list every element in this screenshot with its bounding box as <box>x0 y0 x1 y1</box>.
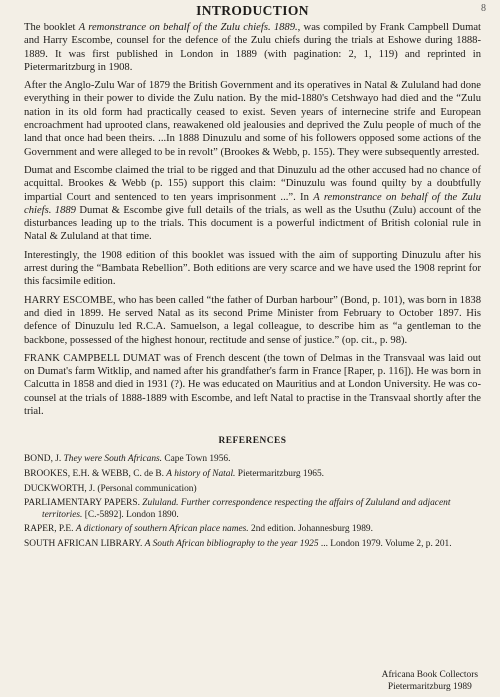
page-corner-mark: 8 <box>481 3 486 14</box>
paragraph <box>24 249 481 289</box>
reference-text: DUCKWORTH, J. (Personal communication) <box>24 483 197 494</box>
reference-text: BOND, J. <box>24 454 64 465</box>
publisher-name: Africana Book Collectors <box>381 670 478 680</box>
reference-text: PARLIAMENTARY PAPERS. <box>24 498 143 509</box>
reference-text: ... London 1979. Volume 2, p. 201. <box>318 538 452 549</box>
reference-text: Zululand. Further correspondence respecting the affairs of Zululand and adjacent territories. <box>42 498 451 520</box>
reference-text: SOUTH AFRICAN LIBRARY. <box>24 538 145 549</box>
publisher-place-year: Pietermaritzburg 1989 <box>387 681 472 692</box>
paragraph-text: A remonstrance on behalf of the Zulu chiefs. 1889 <box>24 191 482 216</box>
paragraph-text: Interestingly, the 1908 edition of this booklet was issued with the aim of supporting Dinuzulu after his arrest during the “Bambata Rebellion”. Both editions are very scarce and we have used the 1908 reprint for this facsimile edition. <box>24 249 481 288</box>
paragraph-text: After the Anglo-Zulu War of 1879 the British Government and its operatives in Natal & Zululand had done everything in their power to divide the Zulu nation. By the mid-1880's Cetshwayo had died and the “Zulu nation in its old form had practically ceased to exist. Seven years of internecine strife and European encroachment had uprooted clans, reawakened old jealousies and deprived the Zulu people of much of the land that once had been theirs. ...In 1888 Dinuzulu and some of his followers opposed some actions of the Government and were alleged to be in revolt” (Brookes & Webb, p. 155). They were subsequently arrested. <box>24 80 481 158</box>
paragraph <box>24 352 481 418</box>
reference-entry <box>24 484 481 496</box>
paragraph <box>24 294 481 347</box>
paragraph-text: HARRY ESCOMBE, who has been called “the father of Durban harbour” (Bond, p. 101), was born in 1838 and died in 1899. He served Natal as its second Prime Minister from February to October 1897. His defence of Dinuzulu led R.C.A. Samuelson, a legal colleague, to describe him as “a gentleman to the backbone, possessed of the highest honour, rectitude and sense of justice.” (op. cit., p. 98). <box>24 294 481 346</box>
references-list <box>24 454 481 550</box>
paragraph <box>24 79 481 159</box>
reference-entry <box>24 539 481 551</box>
paragraph-text: Dumat and Escombe claimed the trial to be rigged and that Dinuzulu ad the other accused had no chance of acquittal. Brookes & Webb (p. 155) support this claim: “Dinuzulu was found quilty by a doubtfully impartial Court and sentenced to ten years imprisonment ...”. In <box>24 164 481 203</box>
reference-entry <box>24 524 481 536</box>
reference-text: A South African bibliography to the year 1925 <box>144 538 319 549</box>
paragraph <box>24 164 481 244</box>
reference-entry <box>24 498 481 521</box>
reference-text: Cape Town 1956. <box>162 454 231 465</box>
reference-text: Pietermaritzburg 1965. <box>235 468 325 479</box>
paragraph-text: , was compiled by Frank Campbell Dumat and Harry Escombe, counsel for the defence of the Zulu chiefs during the trials at Eshowe during 1888-1889. It was first published in London in 1889 (with pagination: 2, 1, 119) and reprinted in Pietermaritzburg in 1908. <box>24 22 481 73</box>
publisher-signature <box>382 670 478 693</box>
page-title: INTRODUCTION <box>196 3 309 18</box>
reference-text: They were South Africans. <box>63 454 163 465</box>
paragraph-text: The booklet <box>24 22 79 33</box>
reference-text: RAPER, P.E. <box>24 524 76 535</box>
paragraph-text: A remonstrance on behalf of the Zulu chiefs. 1889. <box>78 22 298 33</box>
reference-text: A history of Natal. <box>166 468 236 479</box>
reference-text: BROOKES, E.H. & WEBB, C. de B. <box>24 468 167 479</box>
reference-entry <box>24 454 481 466</box>
reference-text: 2nd edition. Johannesburg 1989. <box>248 524 373 535</box>
paragraph-text: Dumat & Escombe give full details of the trials, as well as the Usuthu (Zulu) account of the disturbances leading up to the trials. This document is a powerful indictment of British colonial rule in Natal & Zululand at that time. <box>24 204 481 243</box>
references-heading: REFERENCES <box>218 436 287 447</box>
paragraph-text: FRANK CAMPBELL DUMAT was of French descent (the town of Delmas in the Transvaal was laid out on Dumat's farm Witklip, and named after his grandfather's farm in France [Raper, p. 116]). He was born in Calcutta in 1858 and died in 1931 (?). He was educated on Mauritius and at London University. He was co-counsel at the trials of 1888-1889 with Escombe, and left Natal to practise in the Transvaal shortly after the trial. <box>24 352 481 418</box>
introduction-body <box>24 21 481 418</box>
reference-entry <box>24 469 481 481</box>
paragraph <box>24 21 481 74</box>
reference-text: [C.-5892]. London 1890. <box>82 509 179 520</box>
reference-text: A dictionary of southern African place names. <box>75 524 249 535</box>
